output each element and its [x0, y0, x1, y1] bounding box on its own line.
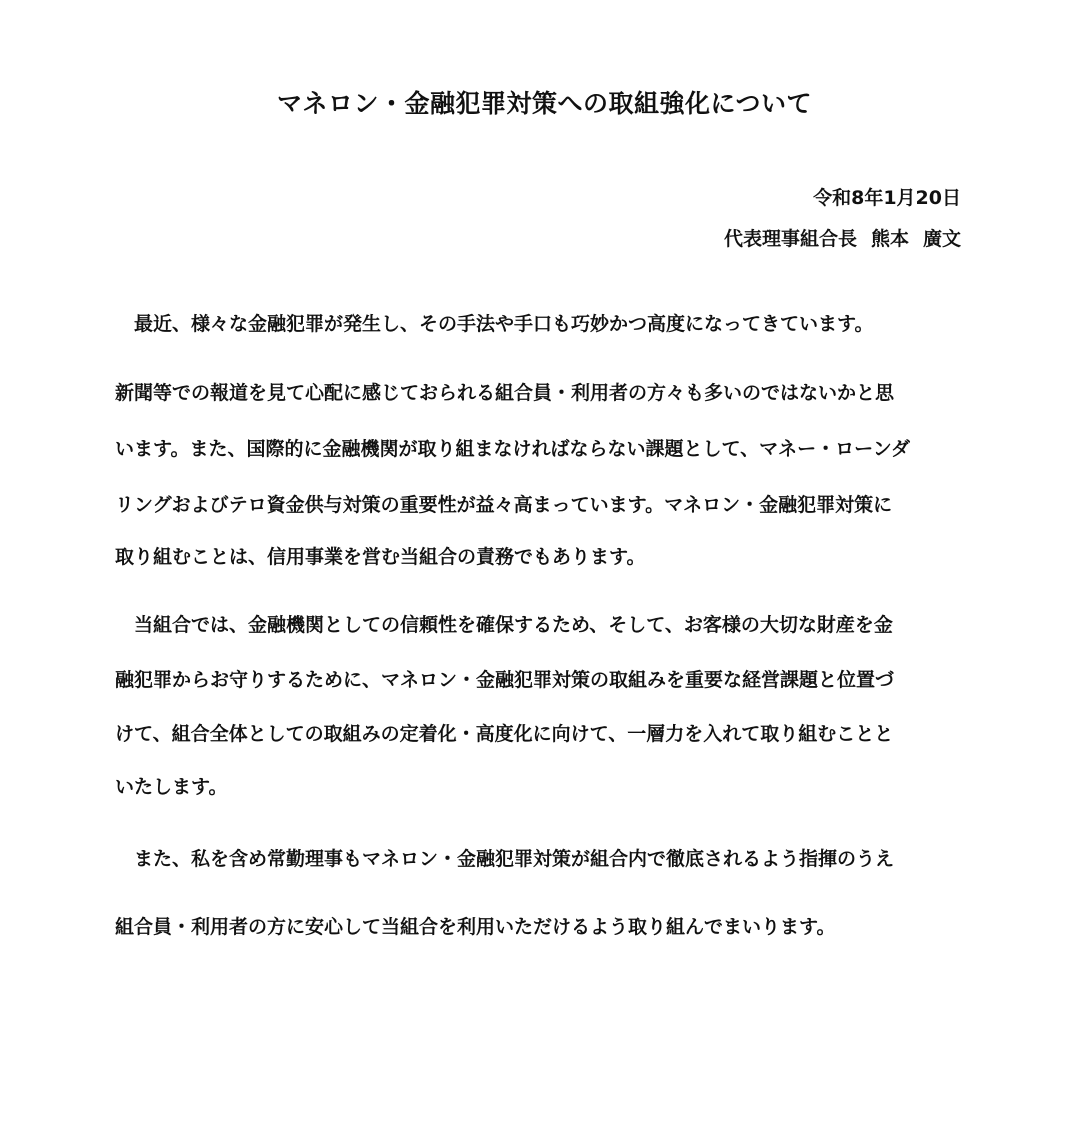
document-date: 令和8年1月20日	[813, 187, 961, 209]
body-line: けて、組合全体としての取組みの定着化・高度化に向けて、一層力を入れて取り組むことと	[115, 723, 894, 745]
body-line: 当組合では、金融機関としての信頼性を確保するため、そして、お客様の大切な財産を金	[115, 614, 893, 636]
author-role: 代表理事組合長	[723, 228, 857, 250]
body-line: 最近、様々な金融犯罪が発生し、その手法や手口も巧妙かつ高度になってきています。	[115, 313, 874, 335]
document-author	[724, 224, 961, 251]
author-family-name: 熊本	[870, 228, 909, 250]
body-line: 取り組むことは、信用事業を営む当組合の責務でもあります。	[115, 546, 646, 568]
body-line: リングおよびテロ資金供与対策の重要性が益々高まっています。マネロン・金融犯罪対策に	[115, 494, 893, 516]
body-line: 融犯罪からお守りするために、マネロン・金融犯罪対策の取組みを重要な経営課題と位置づ	[115, 669, 895, 691]
body-line: います。また、国際的に金融機関が取り組まなければならない課題として、マネー・ローンダ	[115, 438, 910, 460]
body-line: 組合員・利用者の方に安心して当組合を利用いただけるよう取り組んでまいります。	[115, 916, 836, 938]
document-title: マネロン・金融犯罪対策への取組強化について	[276, 89, 812, 118]
body-line: いたします。	[115, 776, 228, 798]
author-given-name: 廣文	[922, 228, 961, 250]
body-line: 新聞等での報道を見て心配に感じておられる組合員・利用者の方々も多いのではないかと思	[115, 382, 895, 404]
body-line: また、私を含め常勤理事もマネロン・金融犯罪対策が組合内で徹底されるよう指揮のうえ	[115, 848, 895, 870]
